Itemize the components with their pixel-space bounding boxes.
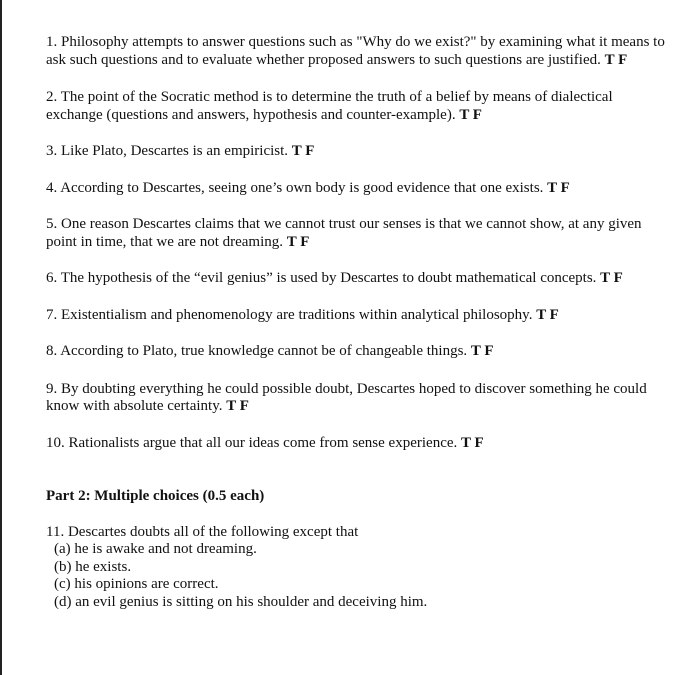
true-false-options: T F [547, 179, 570, 196]
question-1 [46, 34, 666, 69]
question-text: Existentialism and phenomenology are traditions within analytical philosophy. [61, 306, 533, 323]
question-number: 6. [46, 270, 58, 286]
question-3 [46, 143, 666, 161]
true-false-options: T F [461, 434, 484, 451]
question-4 [46, 180, 666, 198]
true-false-options: T F [459, 106, 482, 123]
question-text: By doubting everything he could possible doubt, Descartes hoped to discover something he could know with absolute certainty. [46, 380, 647, 414]
question-number: 2. [46, 89, 58, 105]
question-11 [46, 524, 666, 612]
question-7 [46, 307, 666, 325]
true-false-options: T F [470, 343, 494, 359]
question-number: 4. [46, 179, 58, 196]
question-8 [46, 343, 666, 361]
question-text: The hypothesis of the “evil genius” is used by Descartes to doubt mathematical concepts. [60, 270, 597, 286]
true-false-options: T F [600, 270, 623, 286]
question-text: According to Plato, true knowledge cannot be of changeable things. [60, 343, 468, 359]
question-10 [46, 435, 666, 453]
question-text: According to Descartes, seeing one’s own body is good evidence that one exists. [60, 179, 544, 196]
part-2-heading: Part 2: Multiple choices (0.5 each) [46, 488, 265, 504]
question-text: The point of the Socratic method is to determine the truth of a belief by means of dialectical exchange (questions and answers, hypothesis and counter-example). [46, 89, 613, 123]
true-false-options: T F [226, 398, 249, 414]
question-text: Rationalists argue that all our ideas come from sense experience. [68, 434, 458, 451]
question-5 [46, 216, 666, 251]
question-9 [46, 381, 666, 416]
question-number: 3. [46, 143, 58, 159]
answer-option-a: (a) he is awake and not dreaming. [54, 541, 257, 557]
true-false-options: T F [286, 233, 310, 250]
question-text: Descartes doubts all of the following except that [67, 523, 359, 540]
question-number: 5. [46, 216, 58, 232]
question-text: Philosophy attempts to answer questions such as "Why do we exist?" by examining what it means to ask such questions and to evaluate whether proposed answers to such questions are justified. [46, 34, 665, 68]
question-text: One reason Descartes claims that we cannot trust our senses is that we cannot show, at any given point in time, that we are not dreaming. [46, 216, 642, 250]
true-false-options: T F [604, 51, 628, 68]
question-text: Like Plato, Descartes is an empiricist. [61, 143, 289, 159]
true-false-options: T F [291, 143, 315, 159]
question-number: 11. [46, 523, 65, 540]
answer-option-b: (b) he exists. [54, 558, 132, 575]
answer-option-d: (d) an evil genius is sitting on his shoulder and deceiving him. [54, 593, 428, 610]
page-left-border [0, 0, 2, 675]
question-number: 10. [46, 434, 65, 451]
question-number: 8. [46, 343, 58, 359]
question-6 [46, 270, 666, 288]
question-number: 9. [46, 380, 58, 397]
answer-option-c: (c) his opinions are correct. [54, 576, 219, 592]
question-2 [46, 89, 666, 124]
question-number: 7. [46, 306, 58, 323]
quiz-document [46, 34, 666, 611]
true-false-options: T F [536, 306, 559, 323]
question-number: 1. [46, 34, 58, 50]
